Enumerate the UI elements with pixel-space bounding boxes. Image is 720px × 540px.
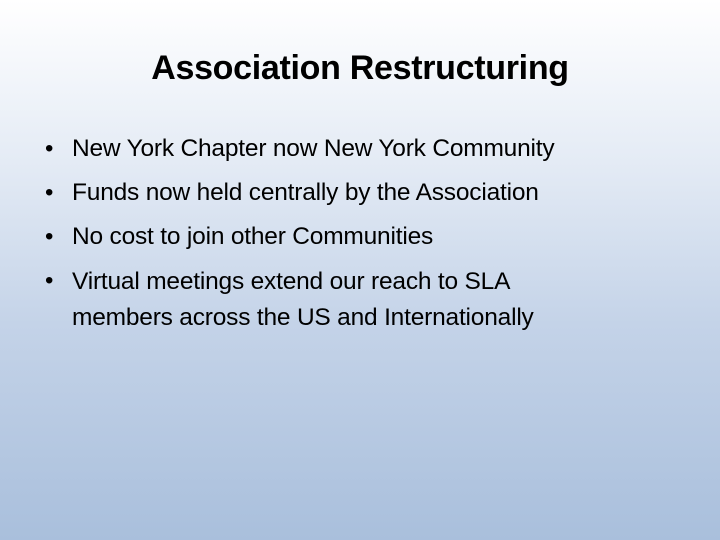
bullet-text: No cost to join other Communities — [72, 223, 434, 250]
bullet-dot-icon: • — [45, 135, 54, 162]
bullet-list — [46, 132, 696, 346]
bullet-text — [72, 264, 696, 336]
bullet-text: Funds now held centrally by the Association — [72, 179, 539, 206]
bullet-item — [46, 132, 696, 166]
bullet-dot-icon: • — [45, 179, 54, 206]
bullet-item — [46, 220, 696, 254]
bullet-item — [46, 264, 696, 336]
bullet-dot-icon: • — [45, 267, 54, 294]
bullet-item — [46, 176, 696, 210]
bullet-dot-icon: • — [45, 223, 54, 250]
slide-title: Association Restructuring — [151, 49, 569, 87]
bullet-text-line: members across the US and Internationally — [72, 304, 534, 331]
bullet-text-line: Virtual meetings extend our reach to SLA — [72, 268, 511, 295]
bullet-text: New York Chapter now New York Community — [72, 135, 555, 162]
